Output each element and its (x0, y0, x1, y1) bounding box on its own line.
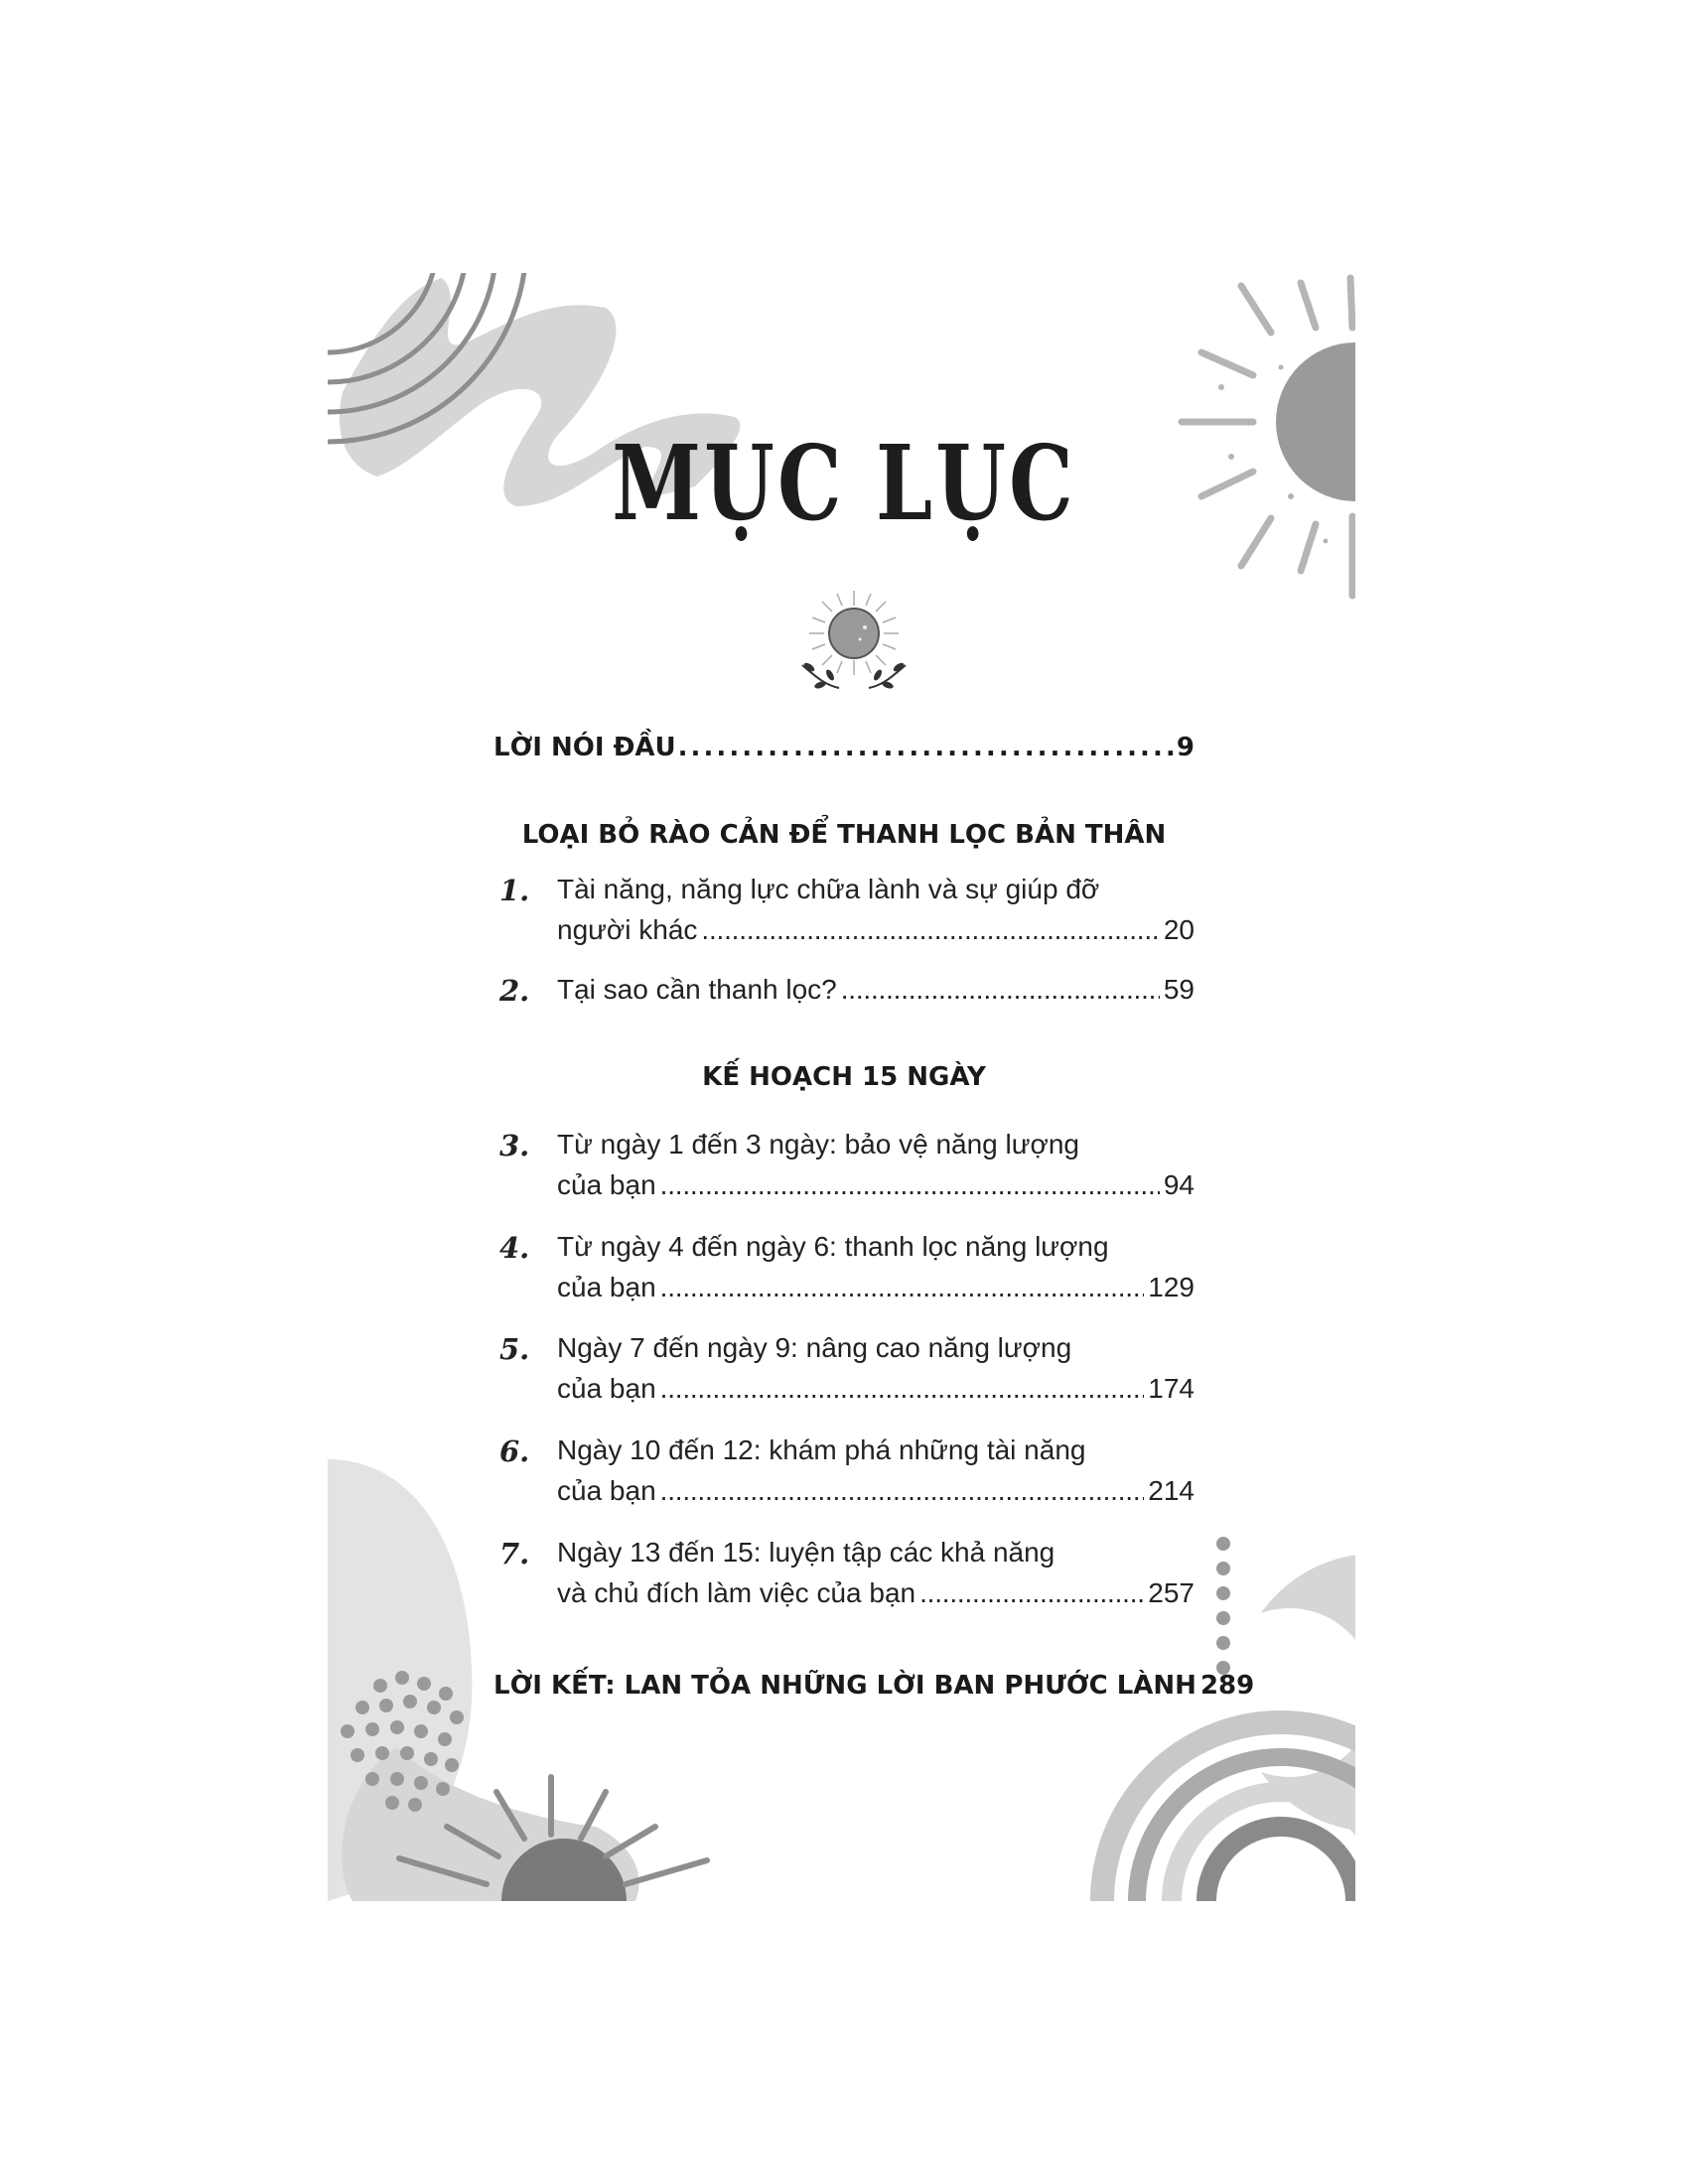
chapter-page: 94 (1163, 1169, 1195, 1200)
chapter-title-line2 (557, 1272, 1195, 1303)
leader-dots (660, 1272, 1145, 1303)
leader-dots (660, 1169, 1160, 1201)
chapter-title-line2 (557, 914, 1195, 946)
chapter-number: 1. (499, 874, 530, 907)
chapter-title-line1: Từ ngày 4 đến ngày 6: thanh lọc năng lượng (557, 1231, 1109, 1262)
chapter-page: 174 (1148, 1373, 1195, 1404)
chapter-title-end: của bạn (557, 1475, 656, 1506)
toc-epilogue[interactable] (493, 1671, 1255, 1701)
leader-dots (678, 733, 1175, 762)
leader-dots (701, 914, 1159, 946)
rainbow-arcs-icon (1102, 1722, 1460, 1901)
chapter-number: 6. (499, 1434, 530, 1468)
leader-dots (660, 1475, 1145, 1507)
chapter-title-end: của bạn (557, 1169, 656, 1200)
chapter-title-line1: Ngày 7 đến ngày 9: nâng cao năng lượng (557, 1332, 1072, 1363)
chapter-title-line1: Ngày 13 đến 15: luyện tập các khả năng (557, 1537, 1055, 1568)
chapter-number: 3. (499, 1129, 530, 1162)
chapter-page: 129 (1148, 1272, 1195, 1302)
toc-preface-page: 9 (1176, 733, 1195, 762)
chapter-number: 7. (499, 1537, 530, 1570)
chapter-number: 2. (499, 974, 530, 1008)
leader-dots (841, 974, 1160, 1006)
chapter-title-line2 (557, 1577, 1195, 1609)
chapter-title-end: và chủ đích làm việc của bạn (557, 1577, 916, 1608)
chapter-number: 4. (499, 1231, 530, 1265)
chapter-title-end: người khác (557, 914, 698, 945)
section-heading-1: LOẠI BỎ RÀO CẢN ĐỂ THANH LỌC BẢN THÂN (521, 820, 1167, 850)
section-heading-2: KẾ HOẠCH 15 NGÀY (702, 1062, 986, 1092)
chapter-title-line1: Ngày 10 đến 12: khám phá những tài năng (557, 1434, 1086, 1465)
chapter-number: 5. (499, 1332, 530, 1366)
vertical-dots-icon (1216, 1537, 1230, 1675)
toc-epilogue-label: LỜI KẾT: LAN TỎA NHỮNG LỜI BAN PHƯỚC LÀNH (493, 1671, 1196, 1701)
toc-epilogue-page: 289 (1199, 1671, 1255, 1701)
chapter-title-line2 (557, 1475, 1195, 1507)
moon-ornament-icon (802, 591, 906, 690)
chapter-page: 214 (1148, 1475, 1195, 1506)
leader-dots (919, 1577, 1144, 1609)
chapter-title-end: Tại sao cần thanh lọc? (557, 974, 837, 1005)
chapter-title-end: của bạn (557, 1272, 656, 1302)
chapter-title-line2 (557, 1169, 1195, 1201)
chapter-title-line1: Tài năng, năng lực chữa lành và sự giúp đỡ (557, 874, 1100, 904)
chapter-title-line1: Từ ngày 1 đến 3 ngày: bảo vệ năng lượng (557, 1129, 1079, 1160)
toc-preface-label: LỜI NÓI ĐẦU (493, 733, 676, 762)
chapter-title-line2 (557, 1373, 1195, 1405)
chapter-title-end: của bạn (557, 1373, 656, 1404)
toc-preface[interactable] (493, 733, 1195, 762)
chapter-page: 257 (1148, 1577, 1195, 1608)
leader-dots (660, 1373, 1145, 1405)
page-title: MỤC LỤC (612, 422, 1076, 544)
chapter-title-line2 (557, 974, 1195, 1006)
chapter-page: 59 (1163, 974, 1195, 1005)
chapter-page: 20 (1163, 914, 1195, 945)
